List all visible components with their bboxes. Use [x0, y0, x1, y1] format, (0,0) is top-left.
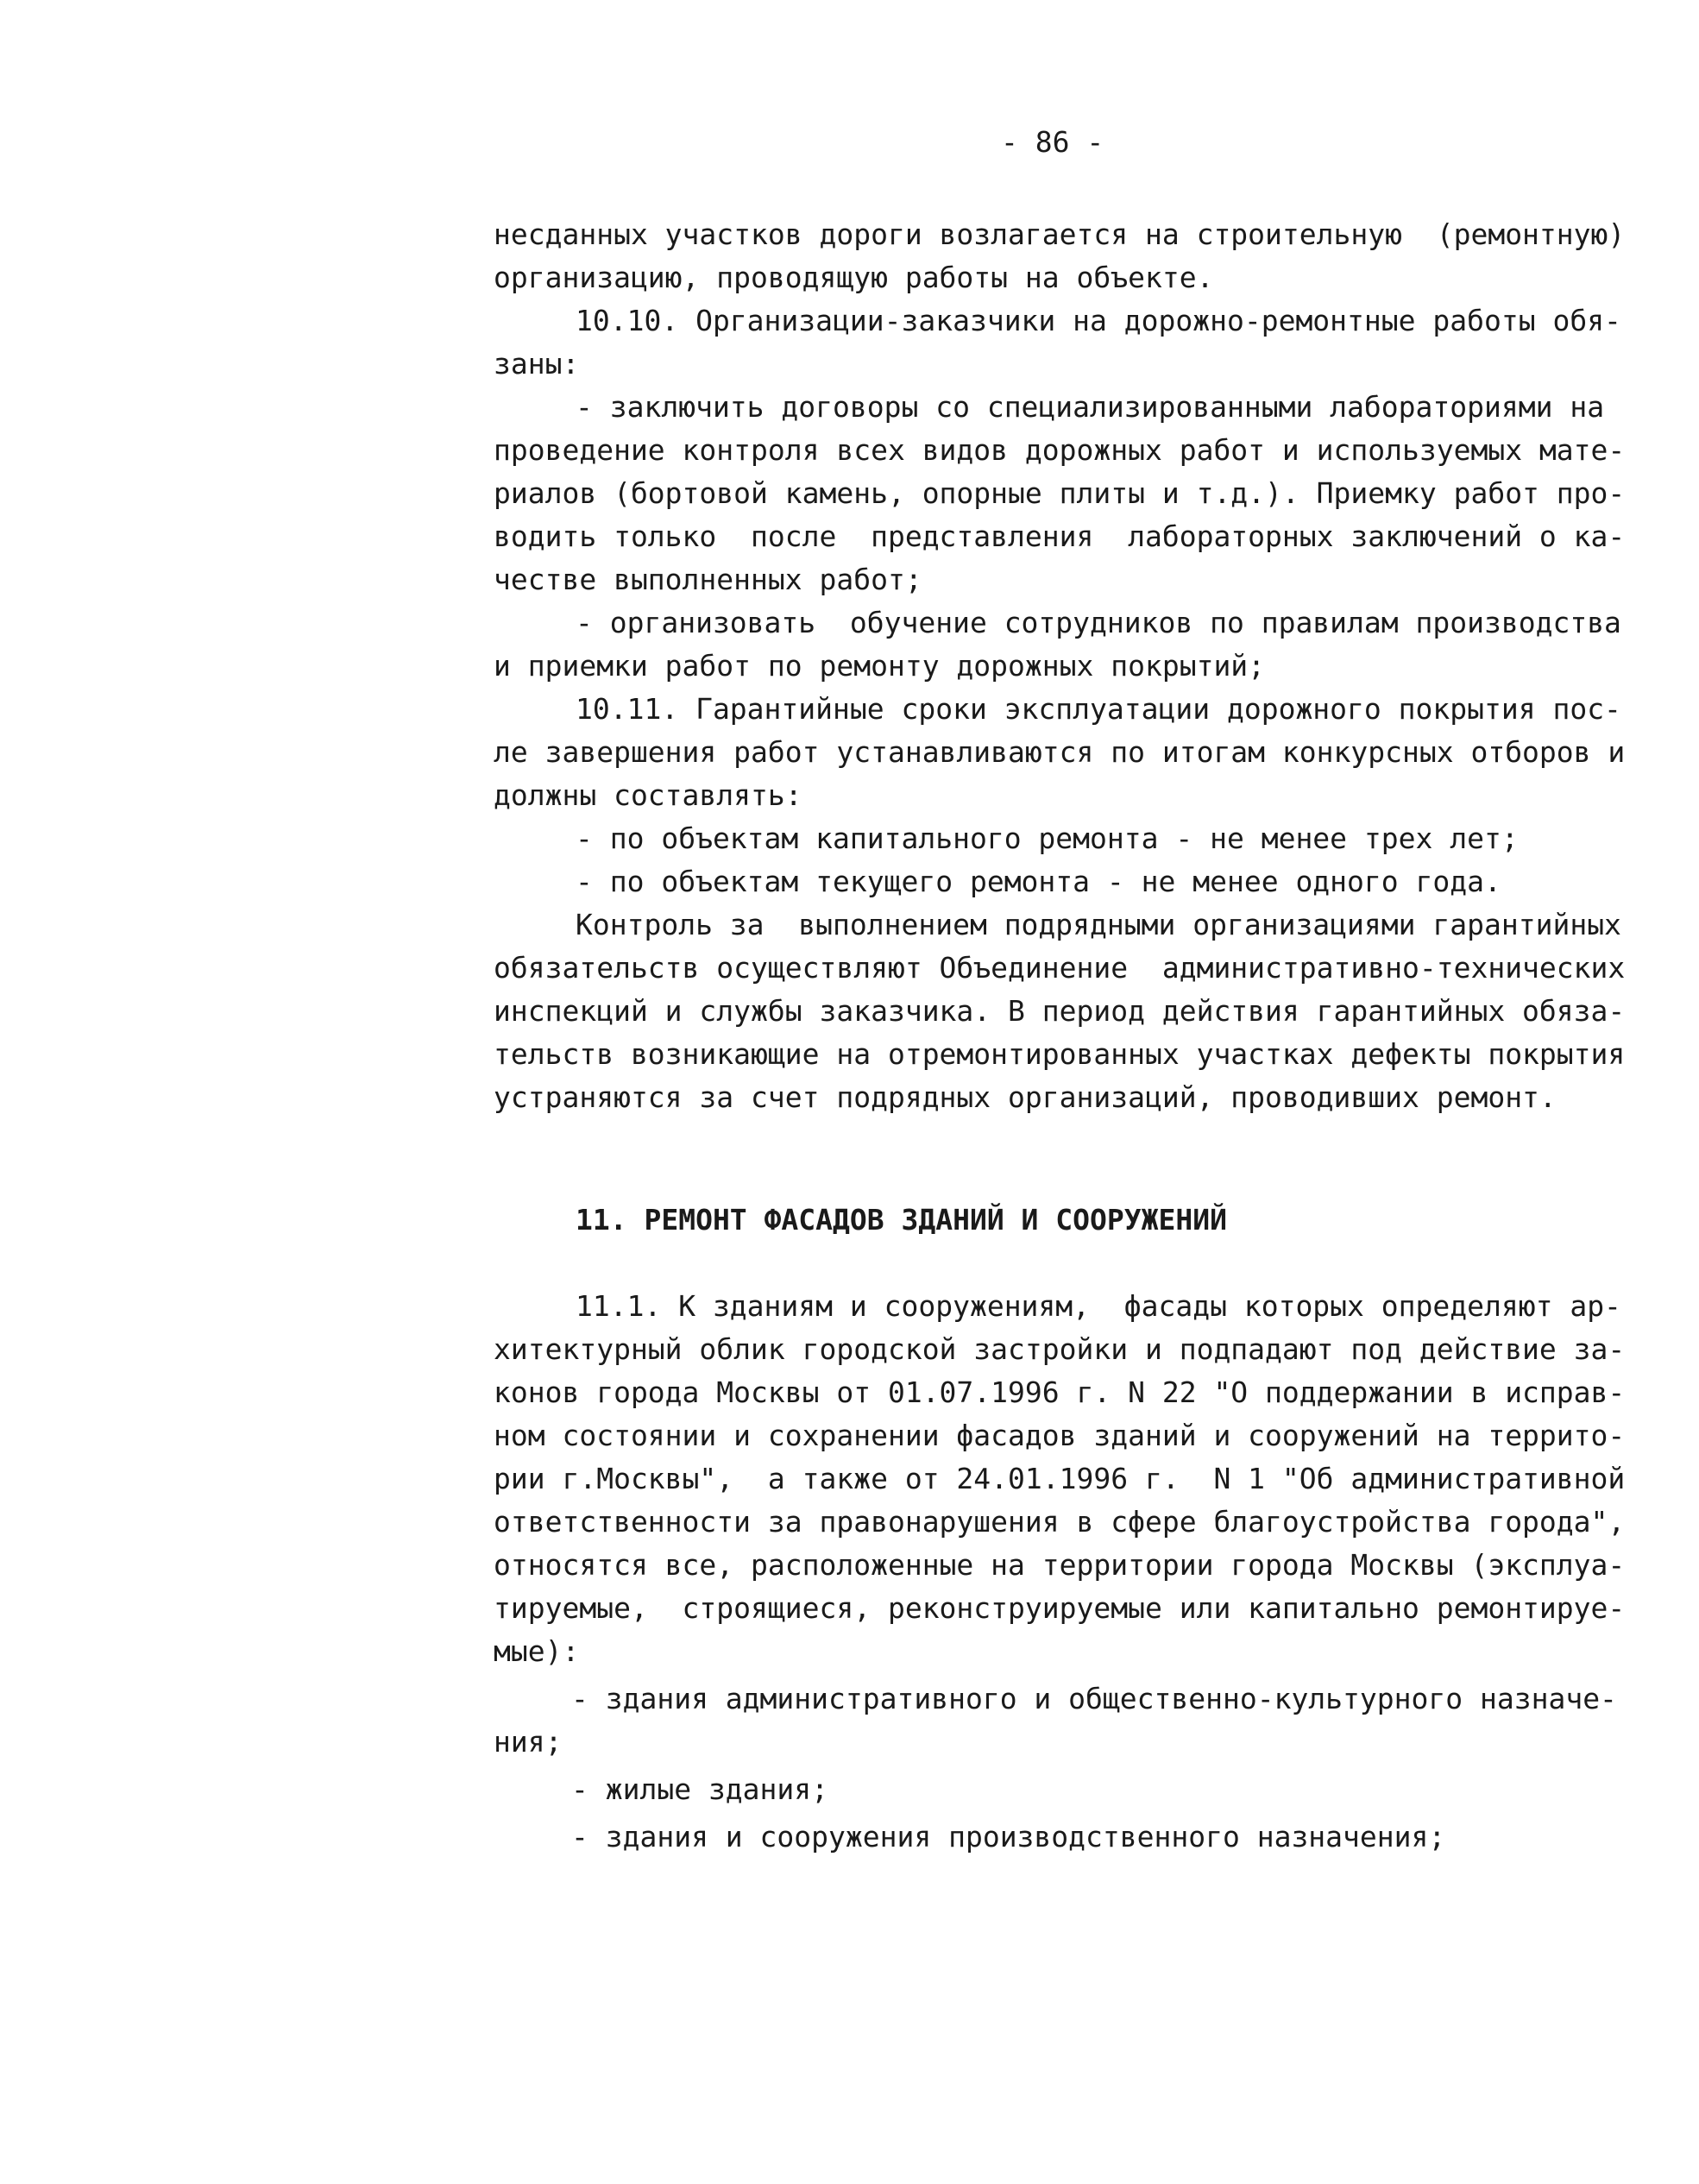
text-line: ответственности за правонарушения в сфере благоустройства города",: [494, 1505, 1626, 1539]
page-number: - 86 -: [1001, 125, 1104, 159]
text-line: хитектурный облик городской застройки и подпадают под действие за-: [494, 1332, 1626, 1366]
text-line: - жилые здания;: [571, 1772, 829, 1806]
text-line: проведение контроля всех видов дорожных работ и используемых мате-: [494, 433, 1626, 467]
text-line: - здания административного и общественно-культурного назначе-: [571, 1682, 1617, 1715]
text-line: заны:: [494, 347, 580, 381]
text-line: инспекций и службы заказчика. В период действия гарантийных обяза-: [494, 994, 1626, 1028]
text-line: тельств возникающие на отремонтированных участках дефекты покрытия: [494, 1037, 1626, 1071]
text-line: конов города Москвы от 01.07.1996 г. N 22 "О поддержании в исправ-: [494, 1375, 1626, 1409]
text-line: - по объектам капитального ремонта - не менее трех лет;: [576, 821, 1519, 855]
text-line: тируемые, строящиеся, реконструируемые или капитально ремонтируе-: [494, 1591, 1626, 1625]
text-line: 10.10. Организации-заказчики на дорожно-ремонтные работы обя-: [576, 304, 1621, 337]
text-line: должны составлять:: [494, 778, 802, 812]
text-line: риалов (бортовой камень, опорные плиты и т.д.). Приемку работ про-: [494, 476, 1626, 510]
text-line: - здания и сооружения производственного назначения;: [571, 1820, 1446, 1854]
text-line: рии г.Москвы", а также от 24.01.1996 г. N 1 "Об административной: [494, 1462, 1626, 1495]
text-line: организацию, проводящую работы на объекте.: [494, 261, 1214, 294]
text-line: ния;: [494, 1725, 563, 1759]
text-line: Контроль за выполнением подрядными организациями гарантийных: [576, 908, 1621, 941]
text-line: 10.11. Гарантийные сроки эксплуатации дорожного покрытия пос-: [576, 692, 1621, 726]
text-line: честве выполненных работ;: [494, 563, 922, 596]
text-line: - по объектам текущего ремонта - не менее одного года.: [576, 865, 1501, 898]
text-line: водить только после представления лабораторных заключений о ка-: [494, 519, 1626, 553]
text-line: - организовать обучение сотрудников по правилам производства: [576, 606, 1621, 639]
text-line: и приемки работ по ремонту дорожных покрытий;: [494, 649, 1266, 683]
text-line: - заключить договоры со специализированными лабораториями на: [576, 390, 1605, 424]
text-line: мые):: [494, 1634, 580, 1668]
text-line: 11.1. К зданиям и сооружениям, фасады которых определяют ар-: [576, 1289, 1621, 1323]
text-line: ле завершения работ устанавливаются по итогам конкурсных отборов и: [494, 735, 1626, 769]
section-heading: 11. РЕМОНТ ФАСАДОВ ЗДАНИЙ И СООРУЖЕНИЙ: [576, 1203, 1227, 1237]
text-line: ном состоянии и сохранении фасадов зданий и сооружений на террито-: [494, 1419, 1626, 1452]
text-line: несданных участков дороги возлагается на строительную (ремонтную): [494, 217, 1626, 251]
text-line: относятся все, расположенные на территории города Москвы (эксплуа-: [494, 1548, 1626, 1582]
text-line: обязательств осуществляют Объединение административно-технических: [494, 951, 1626, 985]
text-line: устраняются за счет подрядных организаций, проводивших ремонт.: [494, 1080, 1557, 1114]
